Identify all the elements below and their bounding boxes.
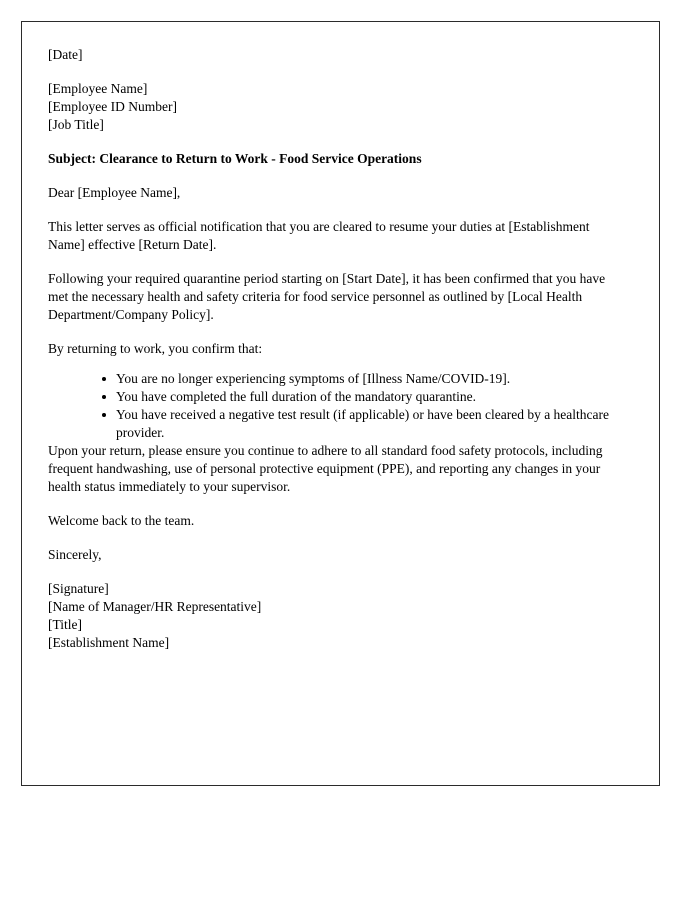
recipient-block [48, 80, 619, 134]
bullet-disc-icon [102, 413, 106, 417]
document-page [21, 21, 660, 786]
signature-placeholder: [Signature] [48, 581, 109, 596]
list-item-label: You are no longer experiencing symptoms of [Illness Name/COVID-19]. [116, 371, 511, 386]
date-line: [Date] [48, 47, 83, 62]
signer-title: [Title] [48, 617, 83, 632]
signer-establishment: [Establishment Name] [48, 635, 170, 650]
list-item [102, 406, 619, 442]
list-intro: By returning to work, you confirm that: [48, 341, 263, 356]
salutation: Dear [Employee Name], [48, 185, 181, 200]
list-item [102, 370, 619, 388]
bullet-disc-icon [102, 377, 106, 381]
paragraph-quarantine-confirmation: Following your required quarantine period starting on [Start Date], it has been confirmed that you have met the necessary health and safety criteria for food service personnel as outlined by [Local Health Department/Company Policy]. [48, 271, 606, 322]
bullet-disc-icon [102, 395, 106, 399]
recipient-job-title: [Job Title] [48, 117, 104, 132]
confirmation-list [48, 370, 619, 442]
paragraph-clearance-notification: This letter serves as official notification that you are cleared to resume your duties at [Establishment Name] effective [Return Date]. [48, 219, 590, 252]
paragraph-safety-protocols: Upon your return, please ensure you continue to adhere to all standard food safety protocols, including frequent handwashing, use of personal protective equipment (PPE), and reporting any changes in your health status immediately to your supervisor. [48, 443, 603, 494]
letter-content [48, 46, 619, 652]
recipient-name: [Employee Name] [48, 81, 148, 96]
recipient-id: [Employee ID Number] [48, 99, 177, 114]
list-item-label: You have received a negative test result (if applicable) or have been cleared by a healthcare provider. [116, 407, 610, 440]
list-item [102, 388, 619, 406]
list-item-label: You have completed the full duration of the mandatory quarantine. [116, 389, 477, 404]
closing-line: Sincerely, [48, 547, 102, 562]
welcome-line: Welcome back to the team. [48, 513, 195, 528]
signer-name: [Name of Manager/HR Representative] [48, 599, 262, 614]
subject-line: Subject: Clearance to Return to Work - Food Service Operations [48, 151, 422, 166]
signoff-block [48, 580, 619, 652]
